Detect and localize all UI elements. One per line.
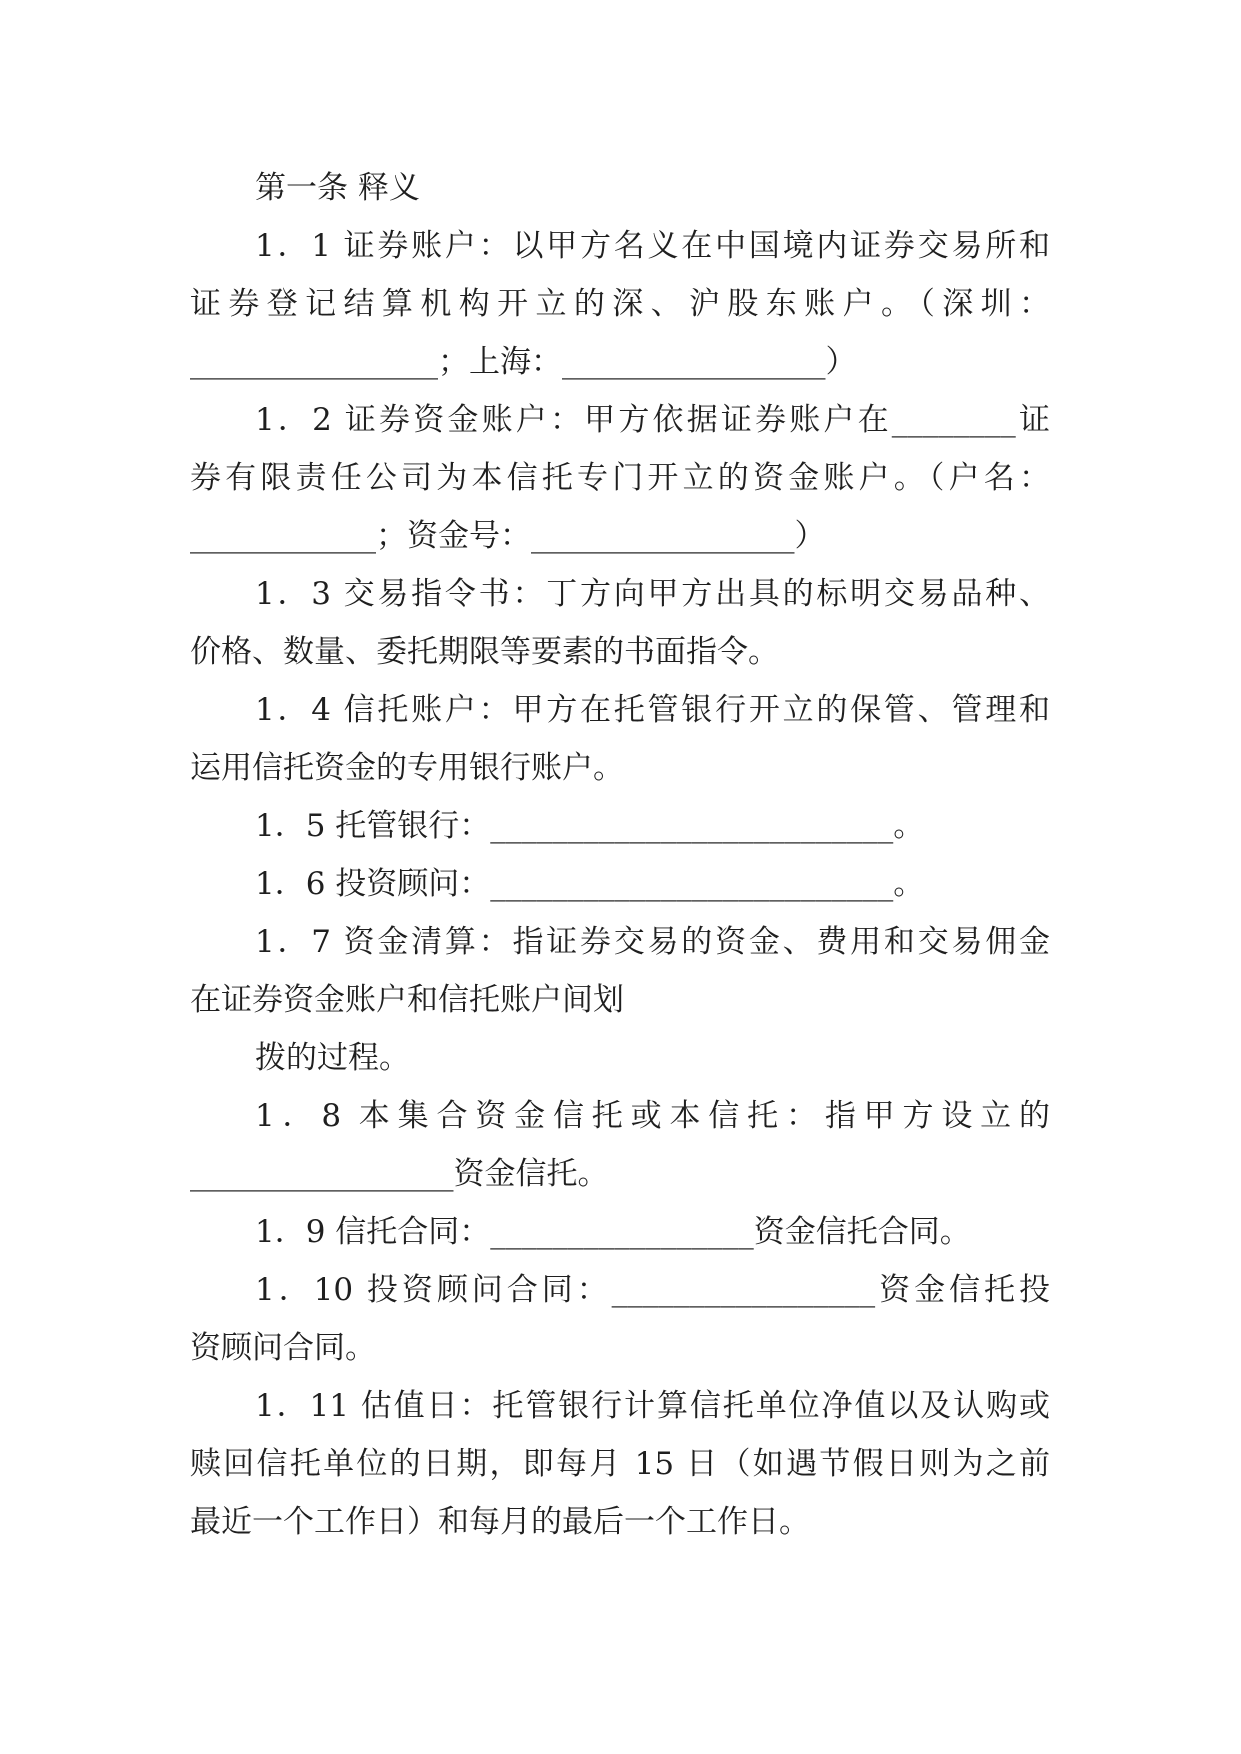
clause-1-11-line-1: 1．11 估值日：托管银行计算信托单位净值以及认购或 [255, 1388, 1050, 1424]
clause-1-8-line-1: 1．8 本集合资金信托或本信托：指甲方设立的 [255, 1098, 1050, 1134]
clause-1-8-line-2: _________________资金信托。 [190, 1156, 609, 1192]
clause-1-1-line-2: 证券登记结算机构开立的深、沪股东账户。（深圳： [190, 286, 1050, 322]
clause-1-3-line-1: 1．3 交易指令书：丁方向甲方出具的标明交易品种、 [255, 576, 1050, 612]
clause-1-10-line-2: 资顾问合同。 [190, 1330, 376, 1366]
clause-1-1-line-3: ________________；上海：_________________） [190, 344, 857, 380]
clause-1-7-line-2: 在证券资金账户和信托账户间划 [190, 982, 624, 1018]
clause-1-6: 1．6 投资顾问：__________________________。 [255, 866, 925, 902]
clause-1-2-line-1: 1．2 证券资金账户：甲方依据证券账户在________证 [255, 402, 1050, 438]
clause-1-11-line-2: 赎回信托单位的日期，即每月 15 日（如遇节假日则为之前 [190, 1446, 1050, 1482]
clause-1-11-line-3: 最近一个工作日）和每月的最后一个工作日。 [190, 1504, 810, 1540]
clause-1-3-line-2: 价格、数量、委托期限等要素的书面指令。 [190, 634, 779, 670]
clause-1-10-line-1: 1．10 投资顾问合同：_________________资金信托投 [255, 1272, 1050, 1308]
article-heading: 第一条 释义 [255, 170, 420, 206]
clause-1-7-line-1: 1．7 资金清算：指证券交易的资金、费用和交易佣金 [255, 924, 1050, 960]
clause-1-1-line-1: 1．1 证券账户：以甲方名义在中国境内证券交易所和 [255, 228, 1050, 264]
clause-1-2-line-2: 券有限责任公司为本信托专门开立的资金账户。（户名： [190, 460, 1050, 496]
clause-1-7-line-3: 拨的过程。 [255, 1040, 410, 1076]
clause-1-5: 1．5 托管银行：__________________________。 [255, 808, 925, 844]
clause-1-2-line-3: ____________；资金号：_________________） [190, 518, 826, 554]
clause-1-4-line-2: 运用信托资金的专用银行账户。 [190, 750, 624, 786]
clause-1-9: 1．9 信托合同：_________________资金信托合同。 [255, 1214, 971, 1250]
clause-1-4-line-1: 1．4 信托账户：甲方在托管银行开立的保管、管理和 [255, 692, 1050, 728]
